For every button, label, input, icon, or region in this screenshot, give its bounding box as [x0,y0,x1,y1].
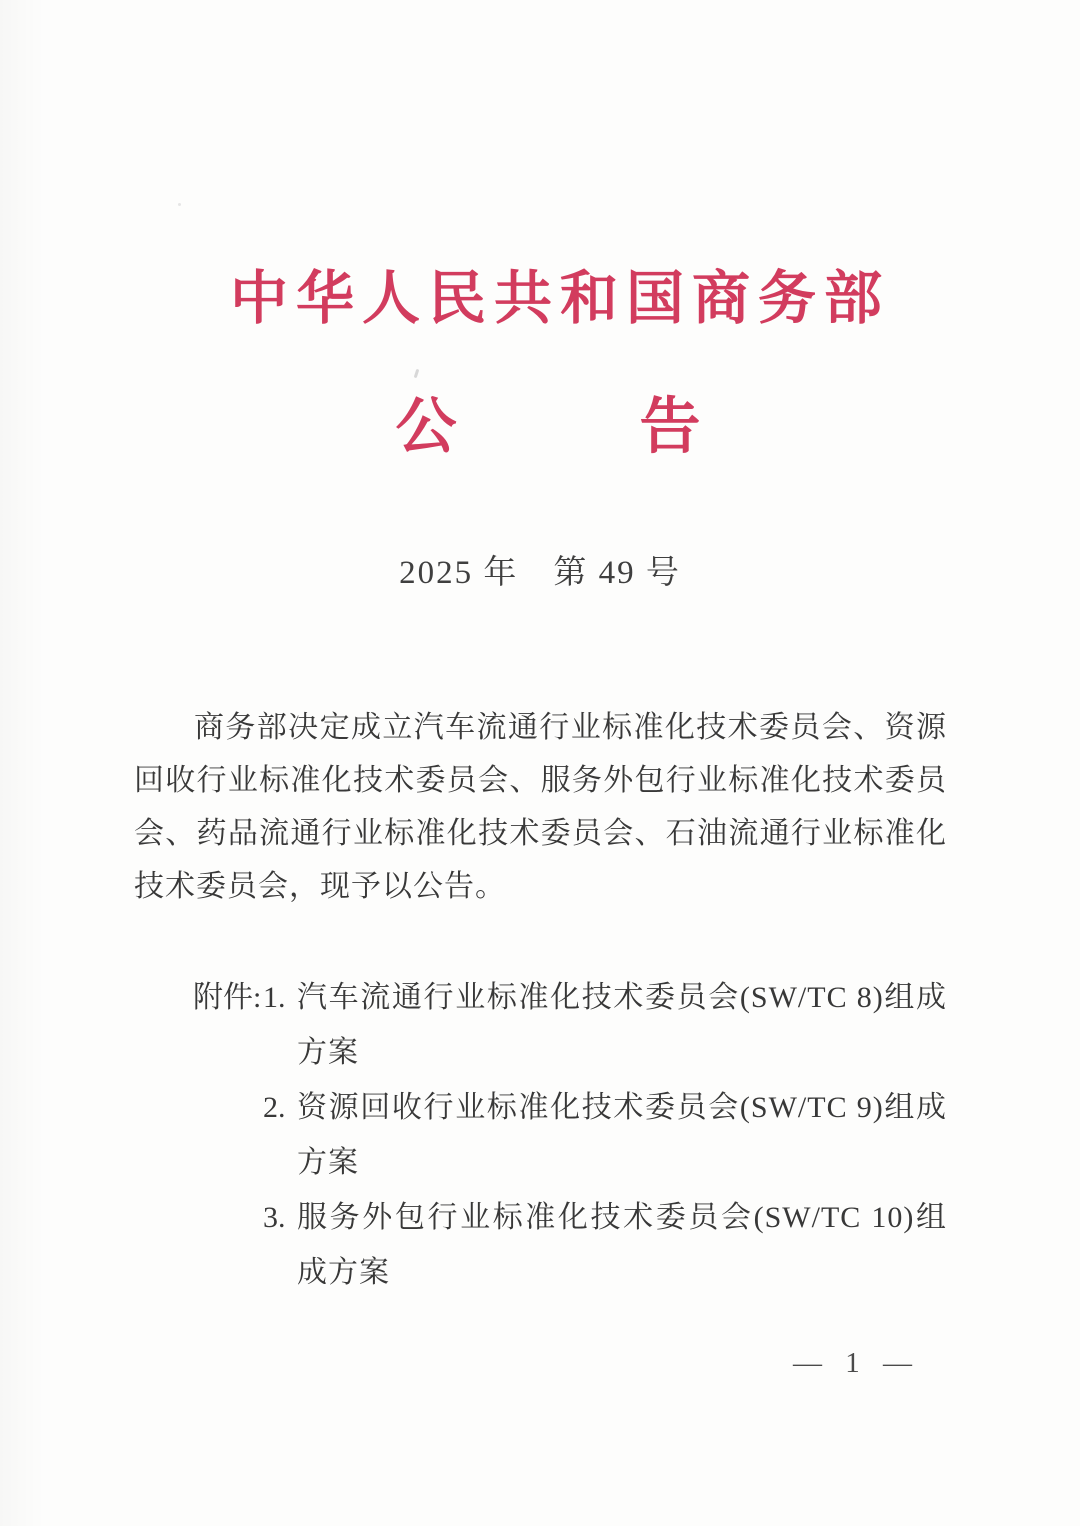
document-type-title: 公 告 [395,394,701,461]
scan-artifact-speck [414,369,420,378]
attachment-item [263,1080,947,1190]
issue-number: 2025 年 第 49 号 [399,555,681,591]
attachment-item [263,970,947,1080]
page-number: — 1 — [793,1347,920,1379]
attachment-item-number: 2. [263,1091,286,1124]
attachment-item-text: 资源回收行业标准化技术委员会(SW/TC 9)组成方案 [297,1091,947,1179]
attachment-item-text: 服务外包行业标准化技术委员会(SW/TC 10)组成方案 [297,1201,947,1289]
attachments-section [193,970,947,1300]
issuing-organization-title: 中华人民共和国商务部 [229,266,890,331]
attachment-item-number: 3. [263,1201,286,1234]
announcement-body-paragraph: 商务部决定成立汽车流通行业标准化技术委员会、资源回收行业标准化技术委员会、服务外包行业标准化技术委员会、药品流通行业标准化技术委员会、石油流通行业标准化技术委员会，现予以公告。 [134,711,947,903]
attachment-item-number: 1. [263,981,286,1014]
attachments-label: 附件: [193,981,262,1014]
attachment-item [263,1190,947,1300]
scan-artifact-speck [178,203,181,206]
attachment-item-text: 汽车流通行业标准化技术委员会(SW/TC 8)组成方案 [297,981,947,1069]
